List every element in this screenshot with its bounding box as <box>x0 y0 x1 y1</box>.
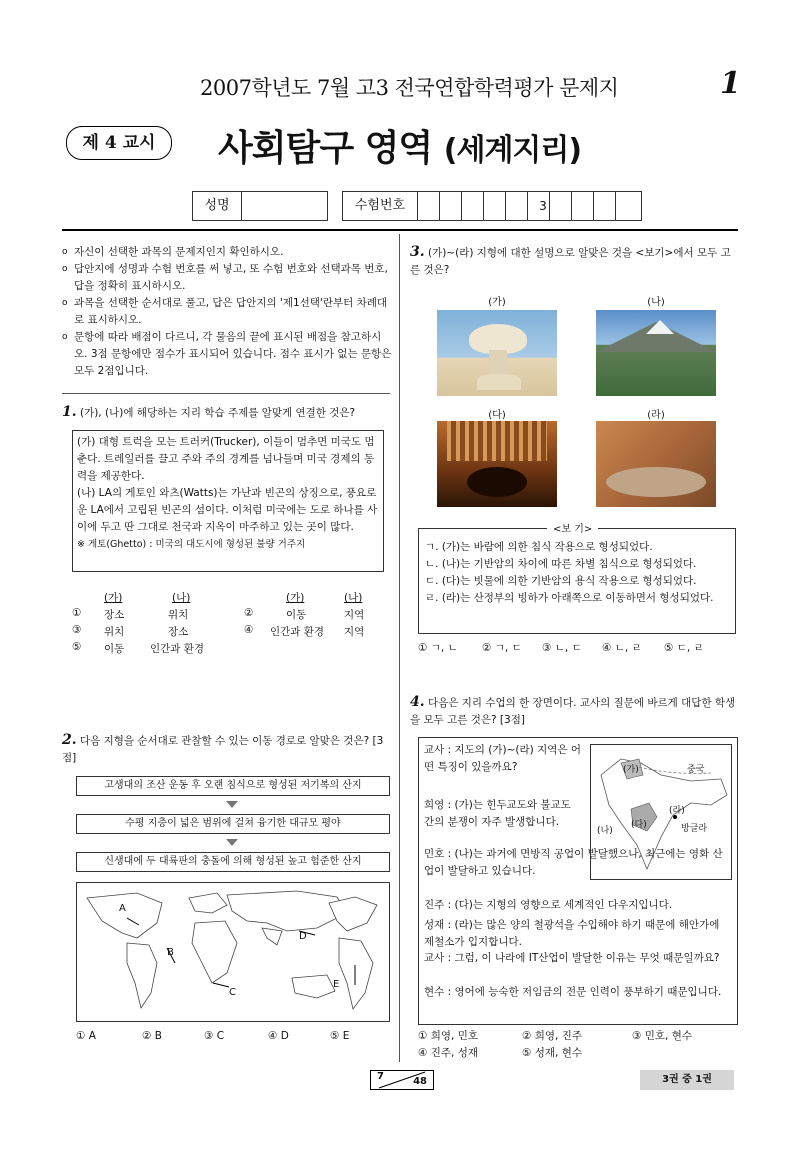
instructions-rule <box>62 393 390 394</box>
exam-number-digit: 3 <box>539 199 547 213</box>
q1-option[interactable] <box>72 641 81 653</box>
photo-label-ga: (가) <box>488 297 506 308</box>
name-box <box>192 191 328 221</box>
question-text: (가), (나)에 해당하는 지리 학습 주제를 알맞게 연결한 것은? <box>79 407 356 419</box>
q2-option[interactable]: ② B <box>142 1030 162 1042</box>
q3-option[interactable]: ④ ㄴ, ㄹ <box>602 642 642 654</box>
name-label: 성명 <box>204 198 230 213</box>
q4-dialog-line <box>424 917 730 951</box>
page-current: 7 <box>377 1071 384 1082</box>
q3-option[interactable]: ① ㄱ, ㄴ <box>418 642 458 654</box>
photo-label-ra: (라) <box>647 410 665 421</box>
utterance: (라)는 많은 양의 철광석을 수입해야 하기 때문에 해안가에 제철소가 입지합니다. <box>424 919 720 948</box>
q4-option[interactable]: ② 희영, 진주 <box>522 1030 582 1042</box>
map-label-da: (다) <box>631 820 647 830</box>
option-number: ③ <box>72 624 82 636</box>
bogi-item: ㄹ. (라)는 산정부의 빙하가 아래쪽으로 이동하면서 형성되었다. <box>425 592 714 604</box>
q1-option[interactable] <box>72 607 81 619</box>
map-label-na: (나) <box>597 826 613 836</box>
q1-option-na: 지역 <box>344 626 365 638</box>
q2-step-3: 신생대에 두 대륙판의 충돌에 의해 형성된 높고 험준한 산지 <box>76 852 390 872</box>
q4-dialog-line <box>424 797 584 831</box>
speaker: 희영 : <box>424 799 452 811</box>
q2-option[interactable]: ⑤ E <box>330 1030 350 1042</box>
q4-dialog-line <box>424 984 730 1001</box>
q2-option[interactable]: ④ D <box>268 1030 289 1042</box>
speaker: 교사 : <box>424 952 452 964</box>
note-item: o 문항에 따라 배점이 다르니, 각 물음의 끝에 표시된 배점을 참고하시오. 3점 문항에만 점수가 표시되어 있습니다. 점수 표시가 없는 문항은 모두 2점입니다. <box>62 329 392 380</box>
exam-number-box <box>342 191 642 221</box>
speaker: 성재 : <box>424 919 452 931</box>
period-badge: 제 4 교시 <box>66 126 172 160</box>
q1-option-ga: 이동 <box>286 609 307 621</box>
question-2 <box>62 732 392 767</box>
q2-world-map <box>76 882 390 1022</box>
q1-option-na: 지역 <box>344 609 365 621</box>
speaker: 교사 : <box>424 744 452 756</box>
photo-label-na: (나) <box>647 297 665 308</box>
passage-na: (나) LA의 게토인 와츠(Watts)는 가난과 빈곤의 상징으로, 풍요로운 LA에서 고립된 빈곤의 섬이다. 이처럼 미국에는 도로 하나를 사이에 두고 딴 그대로 천국과 지옥이 마주하고 있는 곳이 많다. <box>77 487 378 533</box>
map-label-e: E <box>333 979 340 990</box>
utterance: 그럼, 이 나라에 IT산업이 발달한 이유는 무엇 때문일까요? <box>454 952 720 964</box>
speaker: 진주 : <box>424 899 452 911</box>
header-rule <box>62 229 738 231</box>
bogi-item: ㄴ. (나)는 기반암의 차이에 따른 차별 침식으로 형성되었다. <box>425 558 697 570</box>
page-indicator <box>370 1070 434 1090</box>
exam-title: 2007학년도 7월 고3 전국연합학력평가 문제지 <box>200 76 619 100</box>
q2-step-2: 수평 지층이 넓은 범위에 걸쳐 융기한 대규모 평야 <box>76 814 390 834</box>
question-number: 1. <box>62 404 77 420</box>
question-3 <box>410 244 738 279</box>
map-label-a: A <box>119 903 126 914</box>
bogi-title: <보 기> <box>547 521 598 538</box>
q1-option-na: 위치 <box>168 609 189 621</box>
note-item: o 자신이 선택한 과목의 문제지인지 확인하시오. <box>62 244 392 261</box>
subject-sub: (세계지리) <box>443 133 582 168</box>
utterance: (가)는 힌두교도와 불교도 간의 분쟁이 자주 발생합니다. <box>424 799 571 828</box>
page-number: 1 <box>720 66 741 101</box>
bogi-item: ㄱ. (가)는 바람에 의한 침식 작용으로 형성되었다. <box>425 541 653 553</box>
q2-option[interactable]: ③ C <box>204 1030 225 1042</box>
question-number: 3. <box>410 244 425 260</box>
q3-option[interactable]: ⑤ ㄷ, ㄹ <box>664 642 704 654</box>
question-4 <box>410 694 738 729</box>
question-text: (가)~(라) 지형에 대한 설명으로 알맞은 것을 <보기>에서 모두 고른 것은? <box>410 247 731 276</box>
option-number: ⑤ <box>72 641 82 653</box>
photo-label-da: (다) <box>488 410 506 421</box>
q3-option[interactable]: ③ ㄴ, ㄷ <box>542 642 582 654</box>
bogi-item: ㄷ. (다)는 빗물에 의한 기반암의 용식 작용으로 형성되었다. <box>425 575 697 587</box>
q4-option[interactable]: ⑤ 성재, 현수 <box>522 1047 582 1059</box>
subject-title <box>218 120 581 171</box>
question-1 <box>62 404 392 422</box>
option-number: ② <box>244 607 254 619</box>
q3-option[interactable]: ② ㄱ, ㄷ <box>482 642 522 654</box>
down-arrow-icon <box>226 801 238 808</box>
q1-option-ga: 인간과 환경 <box>270 626 325 638</box>
utterance: (다)는 지형의 영향으로 세계적인 다우지입니다. <box>454 899 673 911</box>
volume-badge: 3권 중 1권 <box>640 1070 734 1090</box>
q1-option-na: 장소 <box>168 626 189 638</box>
map-label-b: B <box>167 947 174 958</box>
q1-col-na-header: (나) <box>172 592 191 604</box>
map-label-bangladesh: 방글라 <box>681 824 708 834</box>
photo-mountain <box>596 310 716 396</box>
q4-dialog-line <box>424 950 730 967</box>
speaker: 현수 : <box>424 986 452 998</box>
map-label-china: 중국 <box>687 765 705 775</box>
q4-option[interactable]: ④ 진주, 성재 <box>418 1047 478 1059</box>
q1-option[interactable] <box>244 607 253 619</box>
q1-option[interactable] <box>244 624 253 636</box>
option-number: ① <box>72 607 82 619</box>
instructions <box>62 244 392 380</box>
q1-option-na: 인간과 환경 <box>150 643 205 655</box>
q2-option[interactable]: ① A <box>76 1030 96 1042</box>
map-label-d: D <box>299 931 307 942</box>
subject-main: 사회탐구 영역 <box>218 128 433 169</box>
question-number: 2. <box>62 732 77 748</box>
question-text: 다음은 지리 수업의 한 장면이다. 교사의 질문에 바르게 대답한 학생을 모두 고른 것은? [3점] <box>410 697 736 726</box>
photo-cave <box>437 421 557 507</box>
question-text: 다음 지형을 순서대로 관찰할 수 있는 이동 경로로 알맞은 것은? [3점] <box>62 735 384 764</box>
column-divider <box>399 234 400 1062</box>
q1-option-ga: 위치 <box>104 626 125 638</box>
q1-col-ga-header: (가) <box>286 592 305 604</box>
q4-dialog-line <box>424 846 730 880</box>
map-label-ra: (라) <box>669 806 685 816</box>
q4-option[interactable]: ③ 민호, 현수 <box>632 1030 692 1042</box>
passage-ga: (가) 대형 트럭을 모는 트러커(Trucker), 이들이 멈추면 미국도 멈춘다. 트레일러를 끌고 주와 주의 경계를 넘나들며 미국 경제의 동력을 제공한다. <box>77 436 375 482</box>
q1-col-ga-header: (가) <box>104 592 123 604</box>
map-label-c: C <box>229 987 236 998</box>
passage-footnote: ※ 게토(Ghetto) : 미국의 대도시에 형성된 불량 거주지 <box>77 539 306 550</box>
photo-canyon <box>596 421 716 507</box>
note-item: o 과목을 선택한 순서대로 풀고, 답은 답안지의 '제1선택'란부터 차례대로 표시하시오. <box>62 295 392 329</box>
page-total: 48 <box>413 1076 427 1087</box>
photo-mushroom-rock <box>437 310 557 396</box>
q4-option[interactable]: ① 희영, 민호 <box>418 1030 478 1042</box>
q4-dialog-line <box>424 897 730 914</box>
utterance: 지도의 (가)~(라) 지역은 어떤 특징이 있을까요? <box>424 744 581 773</box>
q1-col-na-header: (나) <box>344 592 363 604</box>
q4-dialog-line <box>424 742 584 776</box>
option-number: ④ <box>244 624 254 636</box>
utterance: (나)는 과거에 면방직 공업이 발달했으나, 최근에는 영화 산업이 발달하고 있습니다. <box>424 848 723 877</box>
utterance: 영어에 능숙한 저임금의 전문 인력이 풍부하기 때문입니다. <box>454 986 722 998</box>
q1-option-ga: 장소 <box>104 609 125 621</box>
question-number: 4. <box>410 694 425 710</box>
note-item: o 답안지에 성명과 수험 번호를 써 넣고, 또 수험 번호와 선택과목 번호, 답을 정확히 표시하시오. <box>62 261 392 295</box>
down-arrow-icon <box>226 839 238 846</box>
map-label-ga: (가) <box>623 765 639 775</box>
q2-step-1: 고생대의 조산 운동 후 오랜 침식으로 형성된 저기복의 산지 <box>76 776 390 796</box>
exam-number-label: 수험번호 <box>354 198 406 213</box>
q1-option[interactable] <box>72 624 81 636</box>
q3-bogi-box <box>418 524 736 634</box>
speaker: 민호 : <box>424 848 452 860</box>
q1-passage-box <box>72 430 384 572</box>
q1-option-ga: 이동 <box>104 643 125 655</box>
